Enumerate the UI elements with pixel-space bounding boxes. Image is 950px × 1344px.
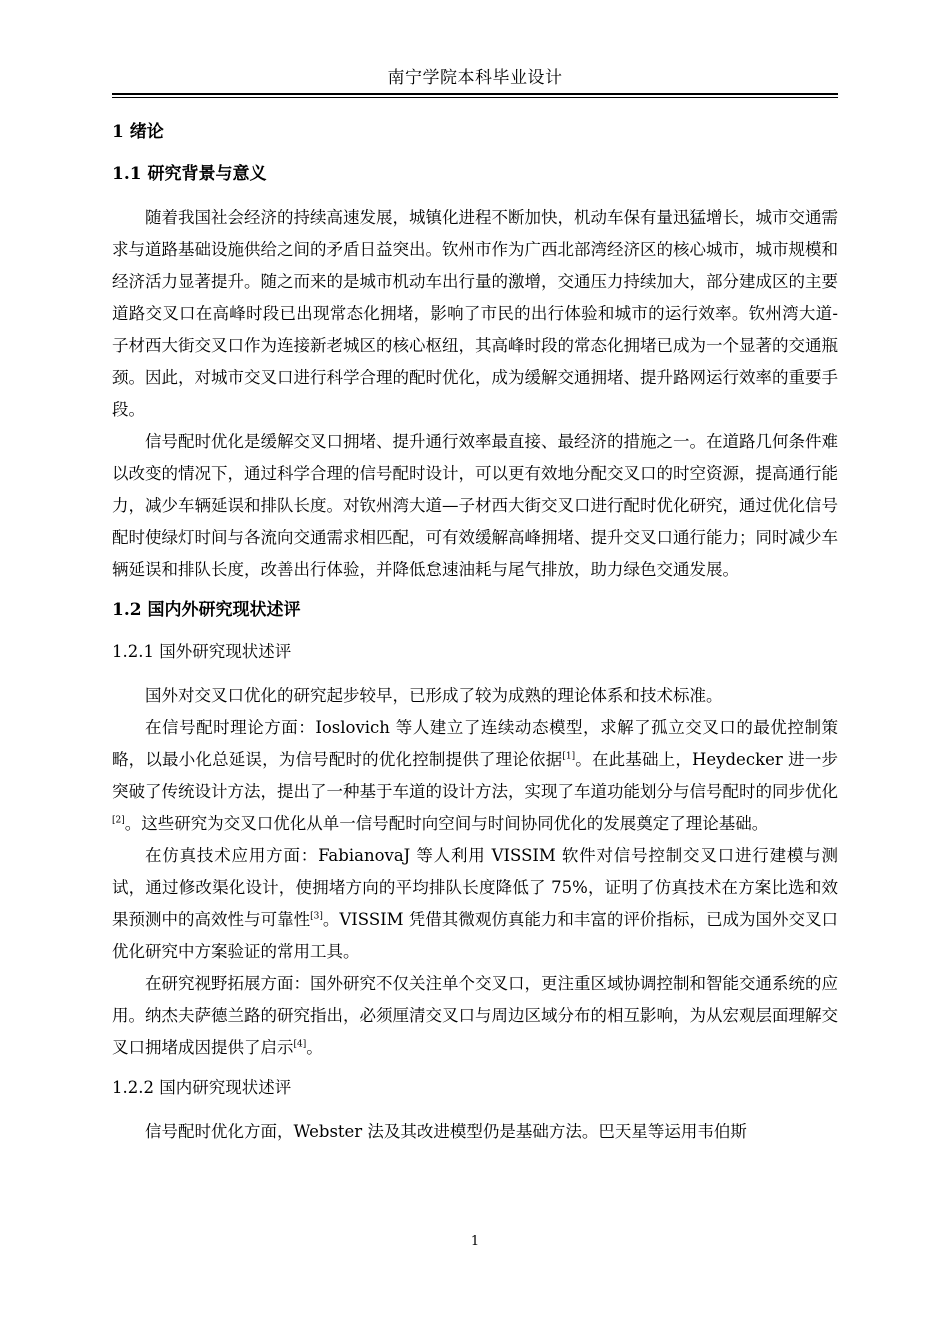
running-header: 南宁学院本科毕业设计 [387,68,563,88]
citation-ref-3: [3] [310,911,323,922]
chapter-heading: 1 绪论 [112,122,164,142]
citation-ref-4: [4] [293,1039,307,1050]
text-run: 。在此基础上，Heydecker 进一步突破了传统设计方法，提出了一种基于车道的设计方法，实现了车道功能划分与信号配时的同步优化 [112,750,838,801]
body-content [112,118,838,1148]
paragraph-foreign-intro: 国外对交叉口优化的研究起步较早，已形成了较为成熟的理论体系和技术标准。 [145,686,723,705]
page-number: 1 [470,1234,480,1249]
spacer [112,586,838,596]
paragraph-signal-theory [112,712,838,840]
paragraph-background-1: 随着我国社会经济的持续高速发展，城镇化进程不断加快，机动车保有量迅猛增长，城市交通需求与道路基础设施供给之间的矛盾日益突出。钦州市作为广西北部湾经济区的核心城市，城市规模和经济活力显著提升。随之而来的是城市机动车出行量的激增，交通压力持续加大，部分建成区的主要道路交叉口在高峰时段已出现常态化拥堵，影响了市民的出行体验和城市的运行效率。钦州湾大道-子材西大街交叉口作为连接新老城区的核心枢纽，其高峰时段的常态化拥堵已成为一个显著的交通瓶颈。因此，对城市交叉口进行科学合理的配时优化，成为缓解交通拥堵、提升路网运行效率的重要手段。 [112,208,838,419]
paragraph-research-scope [112,968,838,1064]
paragraph-simulation [112,840,838,968]
text-run: 在研究视野拓展方面：国外研究不仅关注单个交叉口，更注重区域协调控制和智能交通系统的应用。纳杰夫萨德兰路的研究指出，必须厘清交叉口与周边区域分布的相互影响，为从宏观层面理解交叉口拥堵成因提供了启示 [112,974,838,1057]
header-rule-thin [112,97,838,98]
text-run: 。 [306,1038,323,1057]
text-run: 。VISSIM 凭借其微观仿真能力和丰富的评价指标，已成为国外交叉口优化研究中方案验证的常用工具。 [112,910,838,961]
subsection-heading-1-2-1: 1.2.1 国外研究现状述评 [112,642,292,661]
text-run: 。这些研究为交叉口优化从单一信号配时向空间与时间协同优化的发展奠定了理论基础。 [124,814,769,833]
header-rule-thick [112,93,838,95]
spacer [112,1064,838,1074]
citation-ref-1: [1] [562,751,576,762]
text-run: 在信号配时理论方面：Ioslovich 等人建立了连续动态模型，求解了孤立交叉口的最优控制策略，以最小化总延误，为信号配时的优化控制提供了理论依据 [112,718,838,769]
paragraph-background-2: 信号配时优化是缓解交叉口拥堵、提升通行效率最直接、最经济的措施之一。在道路几何条件难以改变的情况下，通过科学合理的信号配时设计，可以更有效地分配交叉口的时空资源，提高通行能力，减少车辆延误和排队长度。对钦州湾大道—子材西大街交叉口进行配时优化研究，通过优化信号配时使绿灯时间与各流向交通需求相匹配，可有效缓解高峰拥堵、提升交叉口通行能力；同时减少车辆延误和排队长度，改善出行体验，并降低怠速油耗与尾气排放，助力绿色交通发展。 [112,432,838,579]
citation-ref-2: [2] [112,815,125,826]
section-heading-1-2: 1.2 国内外研究现状述评 [112,600,301,620]
subsection-heading-1-2-2: 1.2.2 国内研究现状述评 [112,1078,292,1097]
text-run: 在仿真技术应用方面：FabianovaJ 等人利用 VISSIM 软件对信号控制交叉口进行建模与测试，通过修改渠化设计，使拥堵方向的平均排队长度降低了 75%，证明了仿真技术在方案比选和效果预测中的高效性与可靠性 [112,846,838,929]
paragraph-domestic-start: 信号配时优化方面，Webster 法及其改进模型仍是基础方法。巴天星等运用韦伯斯 [145,1122,747,1141]
section-heading-1-1: 1.1 研究背景与意义 [112,164,267,184]
